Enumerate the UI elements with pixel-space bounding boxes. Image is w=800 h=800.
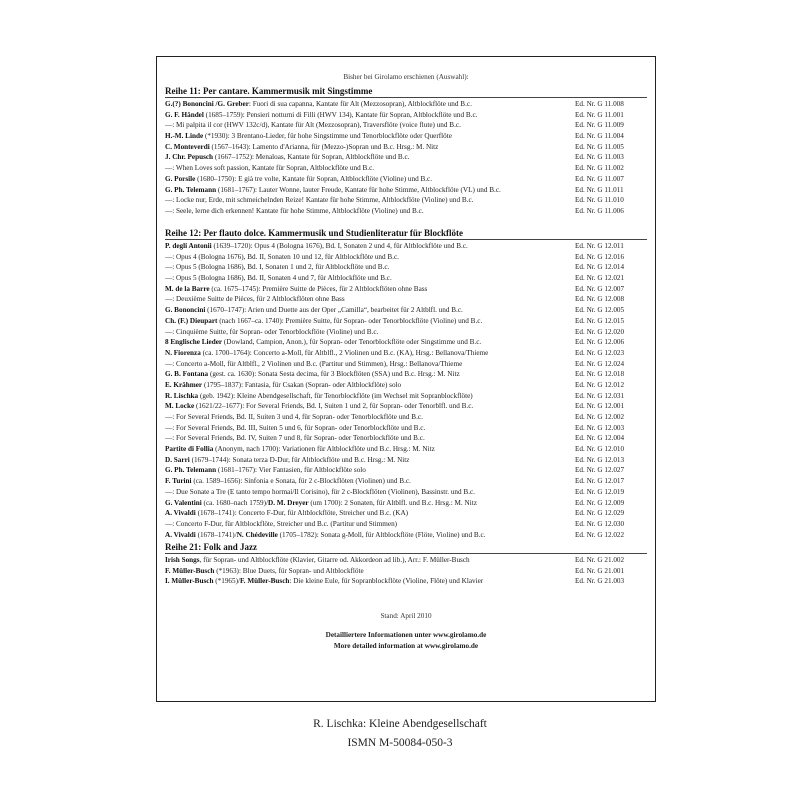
work-details: : Die kleine Eule, für Sopranblockflöte (Violine, Flöte) und Klavier <box>289 577 484 586</box>
work-details: —: Cinquième Suitte, für Sopran- oder Tenorblockflöte (Violine) und B.c. <box>165 327 379 336</box>
section-divider <box>165 97 647 98</box>
entry-description <box>165 99 472 110</box>
entry-description <box>165 252 399 263</box>
catalog-entry <box>165 316 647 327</box>
composer-name: A. Vivaldi <box>165 530 196 539</box>
composer-name: F. Müller-Busch <box>165 566 215 575</box>
edition-number: Ed. Nr. G 12.008 <box>575 295 625 304</box>
entry-description <box>165 369 460 380</box>
catalog-entry <box>165 142 647 153</box>
catalog-entry <box>165 241 647 252</box>
edition-number: Ed. Nr. G 11.002 <box>575 164 624 173</box>
entry-description <box>165 273 392 284</box>
catalog-entry <box>165 433 647 444</box>
work-details: (1678–1741): Concerto F-Dur, für Altblockflöte, Streicher und B.c. (KA) <box>195 509 409 518</box>
section-rows-reihe-21 <box>165 555 647 587</box>
work-details: (1681–1767): Lauter Wonne, lauter Freude, Kantate für hohe Stimme, Altblockflöte (VL) und B.c. <box>216 185 501 194</box>
entry-description <box>165 401 473 412</box>
edition-number: Ed. Nr. G 12.003 <box>575 423 625 432</box>
edition-number: Ed. Nr. G 11.009 <box>575 121 624 130</box>
work-details: (1667–1752): Menaloas, Kantate für Sopran, Altblockflöte und B.c. <box>213 153 410 162</box>
catalog-entry <box>165 327 647 338</box>
catalog-intro: Bisher bei Girolamo erschienen (Auswahl): <box>343 73 469 81</box>
work-details: (*1963): Blue Duets, für Sopran- und Altblockflöte <box>214 566 364 575</box>
catalog-entry <box>165 380 647 391</box>
entry-description <box>165 163 374 174</box>
catalog-entry <box>165 465 647 476</box>
edition-number: Ed. Nr. G 11.004 <box>575 132 624 141</box>
edition-number: Ed. Nr. G 21.001 <box>575 566 625 575</box>
entry-description <box>165 555 470 566</box>
entry-description <box>165 498 477 509</box>
catalog-entry <box>165 423 647 434</box>
catalog-entry <box>165 110 647 121</box>
entry-description <box>165 327 378 338</box>
edition-number: Ed. Nr. G 12.014 <box>575 263 625 272</box>
edition-number: Ed. Nr. G 12.024 <box>575 359 625 368</box>
work-details: —: Deuxième Suitte de Pièces, für 2 Altblockflöten ohne Bass <box>165 295 345 304</box>
catalog-entry <box>165 348 647 359</box>
composer-name: F. Müller-Busch <box>240 577 290 586</box>
entry-description <box>165 476 411 487</box>
edition-number: Ed. Nr. G 12.029 <box>575 509 625 518</box>
catalog-entry <box>165 284 647 295</box>
work-details: (1621/22–1677): For Several Friends, Bd. I, Suiten 1 und 2, für Sopran- oder Tenorblfl. und B.c. <box>194 402 474 411</box>
edition-number: Ed. Nr. G 11.008 <box>575 100 624 108</box>
catalog-entry <box>165 566 647 577</box>
section-rows-reihe-11 <box>165 99 647 217</box>
edition-number: Ed. Nr. G 12.031 <box>575 391 625 400</box>
work-details: : Fuori di sua capanna, Kantate für Alt (Mezzosopran), Altblockflöte und B.c. <box>248 100 472 108</box>
edition-number: Ed. Nr. G 11.006 <box>575 206 624 215</box>
entry-description <box>165 576 483 587</box>
edition-number: Ed. Nr. G 11.005 <box>575 142 624 151</box>
composer-name: C. Monteverdi <box>165 142 210 151</box>
book-title: R. Lischka: Kleine Abendgesellschaft <box>313 718 487 730</box>
work-details: —: For Several Friends, Bd. III, Suiten 5 und 6, für Sopran- oder Tenorblockflöte und B.c. <box>165 423 426 432</box>
work-details: —: For Several Friends, Bd. II, Suiten 3 und 4, für Sopran- oder Tenorblockflöte und B.c. <box>165 413 423 421</box>
entry-description <box>165 174 432 185</box>
catalog-entry <box>165 369 647 380</box>
edition-number: Ed. Nr. G 12.017 <box>575 477 625 486</box>
catalog-entry <box>165 337 647 348</box>
edition-number: Ed. Nr. G 12.015 <box>575 316 625 325</box>
edition-number: Ed. Nr. G 12.006 <box>575 338 625 347</box>
composer-name: H.-M. Linde <box>165 132 204 141</box>
composer-name: N. Chédeville <box>236 530 278 539</box>
catalog-entry <box>165 163 647 174</box>
entry-description <box>165 487 475 498</box>
section-title-reihe-11: Reihe 11: Per cantare. Kammermusik mit Singstimme <box>165 86 373 96</box>
work-details: (nach 1667–ca. 1740): Première Suitte, für Sopran- oder Tenorblockflöte (Violine) und B.c. <box>217 316 483 325</box>
info-line-en: More detailed information at www.girolamo.de <box>333 642 479 650</box>
work-details: —: Mi palpita il cor (HWV 132c/d), Kantate für Alt (Mezzosopran), Traversflöte (voice flute) und B.c. <box>165 121 461 130</box>
composer-name: F. Turini <box>165 477 192 486</box>
work-details: (geb. 1942): Kleine Abendgesellschaft, für Tenorblockflöte (im Wechsel mit Sopranblockflöte) <box>198 391 473 400</box>
catalog-frame <box>156 56 656 702</box>
catalog-entry <box>165 152 647 163</box>
catalog-entry <box>165 444 647 455</box>
catalog-entry <box>165 99 647 110</box>
composer-name: Ch. (F.) Dieupart <box>165 316 218 325</box>
entry-description <box>165 530 485 541</box>
catalog-entry <box>165 305 647 316</box>
edition-number: Ed. Nr. G 11.003 <box>575 153 624 162</box>
entry-description <box>165 316 482 327</box>
entry-description <box>165 465 366 476</box>
composer-name: D. M. Dreyer <box>268 498 309 507</box>
work-details: (ca. 1589–1656): Sinfonia e Sonata, für 2 c-Blockflöten (Violinen) und B.c. <box>191 477 411 486</box>
catalog-entry <box>165 206 647 217</box>
catalog-entry <box>165 530 647 541</box>
work-details: (ca. 1680–nach 1759)/ <box>201 498 269 507</box>
composer-name: J. Chr. Pepusch <box>165 153 214 162</box>
work-details: —: For Several Friends, Bd. IV, Suiten 7 und 8, für Sopran- oder Tenorblockflöte und B.c. <box>165 434 425 443</box>
entry-description <box>165 185 501 196</box>
work-details: (*1930): 3 Brentano-Lieder, für hohe Singstimme und Tenorblockflöte oder Querflöte <box>203 132 452 141</box>
catalog-entry <box>165 508 647 519</box>
catalog-entry <box>165 498 647 509</box>
work-details: —: When Loves soft passion, Kantate für Sopran, Altblockflöte und B.c. <box>165 164 375 173</box>
composer-name: I. Müller-Busch <box>165 577 214 586</box>
composer-name: G. Ph. Telemann <box>165 466 217 475</box>
edition-number: Ed. Nr. G 12.007 <box>575 284 625 293</box>
section-divider <box>165 239 647 240</box>
edition-number: Ed. Nr. G 12.030 <box>575 519 625 528</box>
entry-description <box>165 508 408 519</box>
edition-number: Ed. Nr. G 11.010 <box>575 196 624 205</box>
composer-name: G. B. Fontana <box>165 370 209 379</box>
entry-description <box>165 262 389 273</box>
composer-name: Irish Songs <box>165 556 200 564</box>
composer-name: G. Valentini <box>165 498 202 507</box>
edition-number: Ed. Nr. G 12.018 <box>575 370 625 379</box>
work-details: —: Seele, lerne dich erkennen! Kantate für hohe Stimme, Altblockflöte (Violine) und B.c. <box>165 206 424 215</box>
composer-name: G. F. Händel <box>165 110 204 119</box>
work-details: —: Concerto F-Dur, für Altblockflöte, Streicher und B.c. (Partitur und Stimmen) <box>165 519 398 528</box>
work-details: (1795–1837): Fantasia, für Csakan (Sopran- oder Altblockflöte) solo <box>202 380 402 389</box>
entry-description <box>165 110 477 121</box>
entry-description <box>165 566 364 577</box>
work-details: (Dowland, Campion, Anon.), für Sopran- oder Tenorblockflöte oder Singstimme und B.c. <box>222 338 482 347</box>
section-divider <box>165 553 647 554</box>
entry-description <box>165 433 425 444</box>
edition-number: Ed. Nr. G 12.019 <box>575 487 625 496</box>
catalog-entry <box>165 555 647 566</box>
work-details: (1685–1759): Pensieri notturni di Filli (HWV 134), Kantate für Sopran, Altblockflöte und B.c. <box>203 110 478 119</box>
work-details: (1679–1744): Sonata terza D-Dur, für Altblockflöte und B.c. Hrsg.: M. Nitz <box>189 455 410 464</box>
book-ismn: ISMN M-50084-050-3 <box>347 737 453 749</box>
entry-description <box>165 391 473 402</box>
work-details: (1670–1747): Arien und Duette aus der Oper „Camilla“, bearbeitet für 2 Altblfl. und B.c. <box>205 306 463 315</box>
entry-description <box>165 294 345 305</box>
edition-number: Ed. Nr. G 12.004 <box>575 434 625 443</box>
catalog-entry <box>165 487 647 498</box>
edition-number: Ed. Nr. G 21.002 <box>575 556 625 564</box>
entry-description <box>165 423 425 434</box>
catalog-entry <box>165 476 647 487</box>
composer-name: P. degli Antonii <box>165 242 212 250</box>
edition-number: Ed. Nr. G 12.027 <box>575 466 625 475</box>
catalog-entry <box>165 294 647 305</box>
entry-description <box>165 412 423 423</box>
work-details: —: Due Sonate a Tre (E tanto tempo hormai/Il Corisino), für 2 c-Blockflöten (Violinen), Bassinstr. und B.c. <box>165 487 475 496</box>
work-details: (1705–1782): Sonata g-Moll, für Altblockflöte (Flöte, Violine) und B.c. <box>277 530 486 539</box>
edition-number: Ed. Nr. G 12.020 <box>575 327 625 336</box>
entry-description <box>165 455 409 466</box>
composer-name: R. Lischka <box>165 391 199 400</box>
entry-description <box>165 142 438 153</box>
entry-description <box>165 131 452 142</box>
entry-description <box>165 380 401 391</box>
catalog-entry <box>165 120 647 131</box>
edition-number: Ed. Nr. G 12.011 <box>575 242 624 250</box>
composer-name: N. Fiorenza <box>165 348 201 357</box>
work-details: —: Opus 4 (Bologna 1676), Bd. II, Sonaten 10 und 12, für Altblockflöte und B.c. <box>165 252 399 261</box>
info-line-de: Detailliertere Informationen unter www.girolamo.de <box>325 631 487 639</box>
composer-name: A. Vivaldi <box>165 509 196 518</box>
entry-description <box>165 241 468 252</box>
edition-number: Ed. Nr. G 12.022 <box>575 530 625 539</box>
composer-name: G.(?) Bononcini /G. Greber <box>165 100 249 108</box>
catalog-entry <box>165 273 647 284</box>
edition-number: Ed. Nr. G 12.009 <box>575 498 625 507</box>
work-details: (ca. 1675–1745): Première Suitte de Pièces, für 2 Altblockflöten ohne Bass <box>209 284 428 293</box>
catalog-entry <box>165 262 647 273</box>
work-details: (1639–1720): Opus 4 (Bologna 1676), Bd. I, Sonaten 2 und 4, für Altblockflöte und B.c. <box>211 242 468 250</box>
work-details: —: Opus 5 (Bologna 1686), Bd. II, Sonaten 4 und 7, für Altblockflöte und B.c. <box>165 274 392 283</box>
entry-description <box>165 195 473 206</box>
edition-number: Ed. Nr. G 12.016 <box>575 252 625 261</box>
entry-description <box>165 359 462 370</box>
edition-number: Ed. Nr. G 11.001 <box>575 110 624 119</box>
edition-number: Ed. Nr. G 12.021 <box>575 274 625 283</box>
composer-name: 8 Englische Lieder <box>165 338 223 347</box>
work-details: (um 1700): 2 Sonaten, für Altblfl. und B.c. Hrsg.: M. Nitz <box>308 498 477 507</box>
entry-description <box>165 120 461 131</box>
entry-description <box>165 519 397 530</box>
work-details: (gest. ca. 1630): Sonata Sesta decima, für 3 Blockflöten (SSA) und B.c. Hrsg.: M. Nitz <box>208 370 460 379</box>
edition-number: Ed. Nr. G 12.012 <box>575 380 625 389</box>
entry-description <box>165 444 435 455</box>
edition-number: Ed. Nr. G 12.005 <box>575 306 625 315</box>
catalog-entry <box>165 576 647 587</box>
composer-name: G. Bononcini <box>165 306 206 315</box>
catalog-entry <box>165 174 647 185</box>
work-details: (1680–1750): E già tre volte, Kantate für Sopran, Altblockflöte (Violine) und B.c. <box>195 174 433 183</box>
composer-name: M. de la Barre <box>165 284 210 293</box>
entry-description <box>165 348 488 359</box>
work-details: (*1965)/ <box>213 577 241 586</box>
catalog-entry <box>165 252 647 263</box>
catalog-entry <box>165 391 647 402</box>
composer-name: G. Ph. Telemann <box>165 185 217 194</box>
catalog-entry <box>165 195 647 206</box>
edition-number: Ed. Nr. G 12.023 <box>575 348 625 357</box>
work-details: (1678–1741)/ <box>195 530 237 539</box>
entry-description <box>165 206 424 217</box>
catalog-entry <box>165 455 647 466</box>
edition-number: Ed. Nr. G 12.010 <box>575 445 625 454</box>
catalog-entry <box>165 401 647 412</box>
edition-number: Ed. Nr. G 11.011 <box>575 185 624 194</box>
composer-name: D. Sarri <box>165 455 190 464</box>
work-details: (Anonym, nach 1700): Variationen für Altblockflöte und B.c. Hrsg.: M. Nitz <box>213 445 435 454</box>
catalog-entry <box>165 185 647 196</box>
composer-name: Partite di Follia <box>165 445 214 454</box>
edition-number: Ed. Nr. G 12.013 <box>575 455 625 464</box>
entry-description <box>165 337 481 348</box>
composer-name: M. Locke <box>165 402 195 411</box>
work-details: —: Opus 5 (Bologna 1686), Bd. I, Sonaten 1 und 2, für Altblockflöte und B.c. <box>165 263 390 272</box>
section-title-reihe-12: Reihe 12: Per flauto dolce. Kammermusik und Studienliteratur für Blockflöte <box>165 228 463 238</box>
catalog-entry <box>165 412 647 423</box>
catalog-date: Stand: April 2010 <box>380 612 432 620</box>
entry-description <box>165 284 427 295</box>
section-title-reihe-21: Reihe 21: Folk and Jazz <box>165 542 257 552</box>
edition-number: Ed. Nr. G 21.003 <box>575 577 625 586</box>
composer-name: E. Krähmer <box>165 380 203 389</box>
work-details: , für Sopran- und Altblockflöte (Klavier, Gitarre od. Akkordeon ad lib.), Arr.: F. Müller-Busch <box>199 556 470 564</box>
work-details: —: Locke nur, Erde, mit schmeichelnden Reize! Kantate für hohe Stimme, Altblockflöte (Violine) und B.c. <box>165 196 474 205</box>
work-details: (1567–1643): Lamento d'Arianna, für (Mezzo-)Sopran und B.c. Hrsg.: M. Nitz <box>209 142 439 151</box>
catalog-entry <box>165 131 647 142</box>
entry-description <box>165 152 409 163</box>
catalog-entry <box>165 519 647 530</box>
work-details: (1681–1767): Vier Fantasien, für Altblockflöte solo <box>216 466 366 475</box>
edition-number: Ed. Nr. G 12.001 <box>575 402 625 411</box>
edition-number: Ed. Nr. G 12.002 <box>575 413 625 421</box>
entry-description <box>165 305 463 316</box>
work-details: —: Concerto a-Moll, für Altblfl., 2 Violinen und B.c. (Partitur und Stimmen), Hrsg.: Bellanova/Thieme <box>165 359 463 368</box>
section-rows-reihe-12 <box>165 241 647 540</box>
work-details: (ca. 1700–1764): Concerto a-Moll, für Altblfl., 2 Violinen und B.c. (KA), Hrsg.: Bellanova/Thieme <box>200 348 489 357</box>
catalog-entry <box>165 359 647 370</box>
composer-name: G. Porsile <box>165 174 196 183</box>
edition-number: Ed. Nr. G 11.007 <box>575 174 624 183</box>
